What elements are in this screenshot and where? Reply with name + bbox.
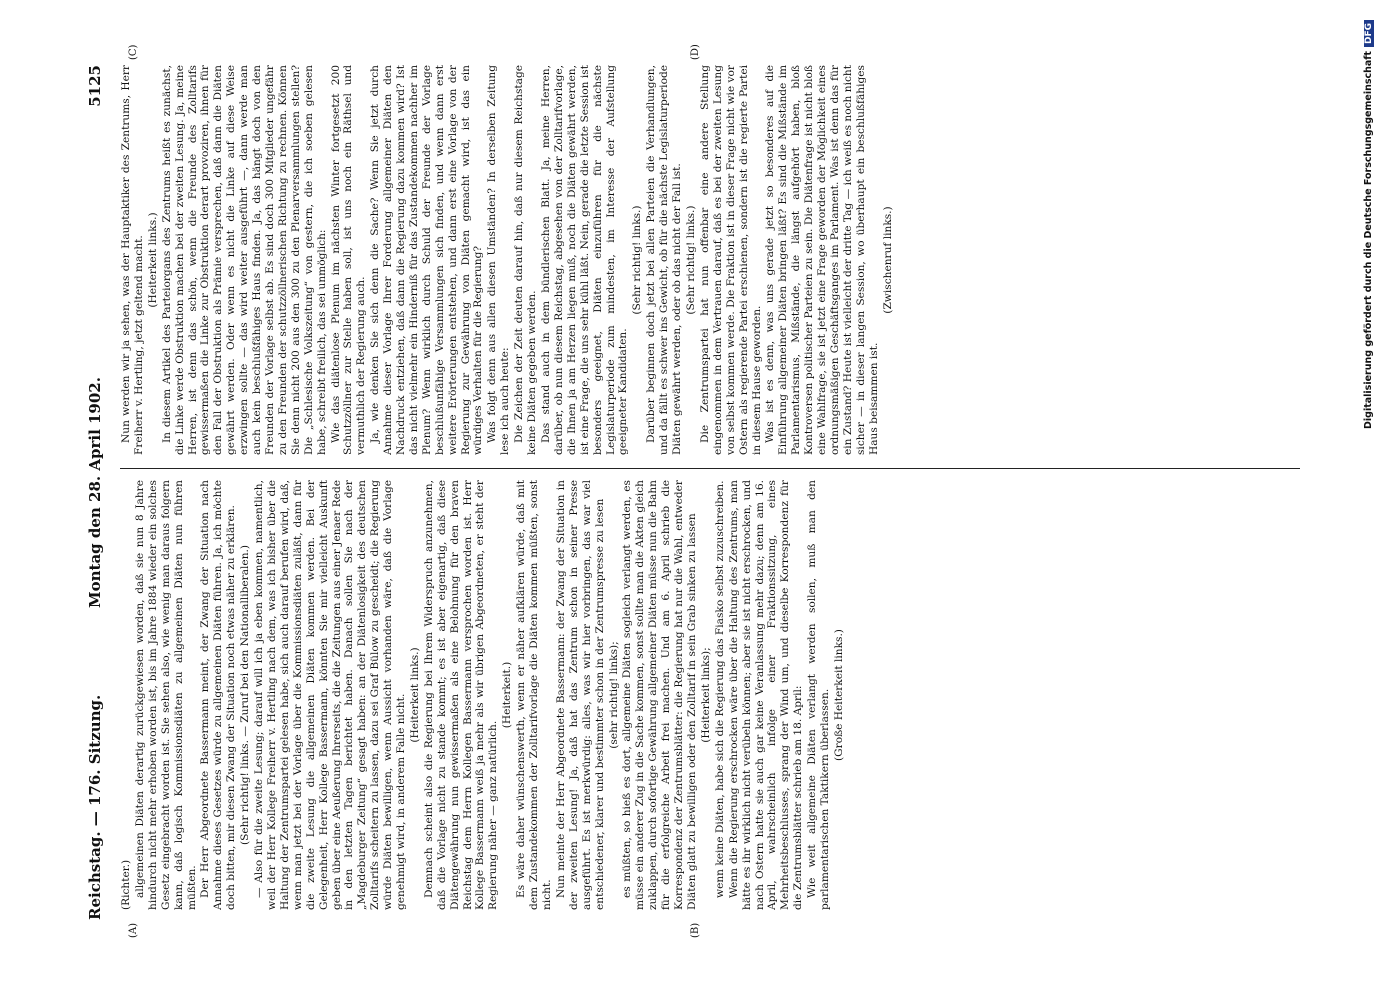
funding-note: Digitalisierung gefördert durch die Deutsche Forschungsgemeinschaft (1363, 51, 1374, 429)
header-left: Reichstag. — 176. Sitzung. (86, 694, 104, 920)
paragraph: (sehr richtig! links); (607, 641, 620, 749)
paragraph: allgemeinen Diäten derartig zurückgewiesen worden, daß sie nun 8 Jahre hindurch nicht mehr erhoben worden ist, bis im Jahre 1884 wieder ein solches Gesetz eingebracht worden ist. Sie sehen also, wie wenig man daraus folgern kann, daß logisch Kommissionsdiäten zu allgemeinen Diäten nun führen müßten. (133, 480, 198, 910)
paragraph: Demnach scheint also die Regierung bei Ihrem Widerspruch anzunehmen, daß die Vorlage nicht zu stande kommt; es ist aber eigenartig, daß diese Diätengewährung nun gewissermaßen als eine Belohnung für den braven Reichstag dem Herrn Kollegen Bassermann versprochen worden ist. Herr Kollege Bassermann weiß ja mehr als wir übrigen Abgeordneten, er steht der Regierung näher — ganz natürlich. (422, 480, 500, 910)
paragraph: (Heiterkeit links.) (408, 647, 421, 743)
paragraph: (Sehr richtig! links. — Zuruf bei den Nationalliberalen.) (239, 544, 252, 846)
paragraph: (Heiterkeit links); (699, 647, 712, 743)
paragraph: wenn keine Diäten, habe sich die Regierung das Fiasko selbst zuzuschreiben. (713, 480, 726, 898)
left-column-text (134, 480, 846, 910)
paragraph: Was ist es denn, was uns gerade jetzt so besonderes auf die Einführung allgemeiner Diäten bringen läßt? Es sind die Mißstände im Parlamentarismus, Mißstände, die längst aufgehört haben, bloß Kontroversen politischer Parteien zu sein. Die Diätenfrage ist nicht bloß eine Wahlfrage, sie ist jetzt eine Frage geworden der Möglichkeit eines ordnungsmäßigen Geschäftsganges im Parlament. Was ist denn das für ein Zustand? Heute ist vielleicht der dritte Tag — ich weiß es noch nicht sicher — in dieser langen Session, wo überhaupt ein beschlußfähiges Haus beisammen ist. (764, 65, 880, 455)
paragraph: Was folgt denn aus allen diesen Umständen? In derselben Zeitung lese ich auch heute: (486, 65, 512, 455)
paragraph: Die Zentrumspartei hat nun offenbar eine andere Stellung eingenommen in dem Vertrauen darauf, daß es bei der zweiten Lesung von selbst kommen werde. Die Fraktion ist in dieser Frage nicht wie vor Ostern als regierende Partei erschienen, sondern ist die regierte Partei in diesem Hause geworden. (698, 65, 763, 455)
dfg-logo: DFG (1364, 20, 1374, 47)
paragraph: Darüber beginnen doch jetzt bei allen Parteien die Verhandlungen, und da fällt es schwer ins Gewicht, ob für die nächste Legislaturperiode Diäten gewährt werden, oder ob das nicht der Fall ist. (645, 65, 684, 455)
paragraph: Wie das diätenlose Plenum im nächsten Winter fortgesetzt 200 Schutzzöllner zur Stelle haben soll, ist uns noch ein Räthsel und vermuthlich der Regierung auch. (329, 65, 368, 455)
margin-marker-d: (D) (690, 44, 701, 60)
digitization-note (1363, 20, 1381, 800)
paragraph: Nun meinte der Herr Abgeordnete Bassermann: der Zwang der Situation in der zweiten Lesung! Ja, daß hat das Zentrum schon in seiner Presse ausgeführt. Es ist merkwürdig: alles, was wir hier vorbringen, das war viel entschiedener, klarer und bestimmter schon in der Zentrumspresse zu lesen (554, 480, 606, 910)
paragraph: Es wäre daher wünschenswerth, wenn er näher aufklären würde, daß mit dem Zustandekommen der Zolltarifvorlage die Diäten kommen müßten, sonst nicht. (515, 480, 553, 910)
margin-marker-a: (A) (128, 922, 139, 938)
paragraph: Ja, wie denken Sie sich denn die Sache? Wenn Sie jetzt durch Annahme dieser Vorlage Ihrer Forderung allgemeiner Diäten den Nachdruck entziehen, daß dann die Regierung dazu kommen wird? Ist das nicht vielmehr ein Hinderniß für das Zustandekommen nachher im Plenum? Wenn wirklich durch Schuld der Freunde der Vorlage beschlußunfähige Versammlungen sich finden, und wenn dann erst weitere Erörterungen entstehen, und dann erst eine Vorlage von der Regierung zur Gewährung von Diäten gemacht wird, ist das ein würdiges Verhalten für die Regierung? (369, 65, 485, 455)
page-header (84, 65, 112, 920)
paragraph: (Sehr richtig! links.) (684, 205, 697, 315)
paragraph: Wenn die Regierung erschrocken wäre über die Haltung des Zentrums, man hätte es ihr wirklich nicht verübeln können; aber sie ist nicht erschrocken, und nach Ostern hatte sie auch gar keine Veranlassung mehr dazu; denn am 16. April, wahrscheinlich infolge einer Fraktionssitzung, eines Mehrheitsbeschlusses, sprang der Wind um, und dieselbe Korrespondenz für die Zentrumsblätter schrieb am 18. April: (727, 480, 805, 910)
paragraph: Wie weit allgemeine Diäten verlangt werden sollen, muß man den parlamentarischen Taktikern überlassen. (806, 480, 832, 910)
paragraph: (Große Heiterkeit links.) (832, 629, 845, 761)
column-divider (120, 468, 1300, 469)
margin-marker-c: (C) (128, 44, 139, 60)
paragraph: — Also für die zweite Lesung; darauf will ich ja eben kommen, namentlich, weil der Herr Kollege Freiherr v. Hertling nach dem, was ich bisher über die Haltung der Zentrumspartei gelesen habe, sich auch darauf berufen wird, daß, wenn man jetzt bei der Vorlage über die Kommissionsdiäten zuläßt, dann für die zweite Lesung die allgemeinen Diäten kommen werden. Bei der Gelegenheit, Herr Kollege Bassermann, könnten Sie mir vielleicht Auskunft geben über eine Aeußerung Ihrerseits, die die Zeitungen aus einer Jenaer Rede in den letzten Tagen berichtet haben. Danach sollen Sie nach der „Magdeburger Zeitung“ gesagt haben: an der Diätenlosigkeit des deutschen Zolltarifs scheitern zu lassen, dazu sei Graf Bülow zu gescheidt; die Regierung würde Diäten bewilligen, wenn Aussicht vorhanden wäre, daß die Vorlage genehmigt wird, in anderem Falle nicht. (253, 480, 408, 910)
paragraph: Der Herr Abgeordnete Bassermann meint, der Zwang der Situation nach Annahme dieses Gesetzes würde zu allgemeinen Diäten führen. Ja, ich möchte doch bitten, mir diesen Zwang der Situation noch etwas näher zu erklären. (199, 480, 238, 910)
page-number: 5125 (86, 65, 104, 107)
paragraph: Die Zeichen der Zeit deuten darauf hin, daß nur diesem Reichstage keine Diäten gegeben werden. (513, 65, 539, 455)
paragraph: (Heiterkeit.) (501, 661, 514, 729)
paragraph: (Sehr richtig! links.) (631, 205, 644, 315)
paragraph: Das stand auch in dem bündlerischen Blatt. Ja, meine Herren, darüber, ob nun diesem Reichstag, abgesehen von der Zolltarifvorlage, die Ihnen ja am Herzen liegen muß, noch die Diäten gewährt werden, ist eine Frage, die uns sehr kühl läßt. Nein, gerade die letzte Session ist besonders geeignet, Diäten einzuführen für die nächste Legislaturperiode zum mindesten, im Interesse der Aufstellung geeigneter Kandidaten. (540, 65, 630, 455)
header-date: Montag den 28. April 1902. (86, 377, 104, 608)
paragraph: (Heiterkeit links.) (146, 212, 159, 308)
right-column-text (120, 65, 894, 455)
paragraph: Nun werden wir ja sehen, was der Hauptaktiker des Zentrums, Herr Freiherr v. Hertling, jetzt geltend macht. (120, 65, 145, 455)
margin-marker-b: (B) (690, 922, 701, 938)
right-column (120, 65, 1300, 455)
paragraph: In diesem Artikel des Parteiorgans des Zentrums heißt es zunächst, die Linke werde Obstruktion machen bei der zweiten Lesung. Ja, meine Herren, ist denn das schön, wenn die Freunde des Zolltarifs gewissermaßen die Linke zur Obstruktion derart provoziren, ihnen für den Fall der Obstruktion als Prämie versprechen, daß dann die Diäten gewährt werden. Oder wenn es nicht die Linke auf diese Weise erzwingen sollte — das wird weiter ausgeführt —, dann werde man auch kein beschlußfähiges Haus finden. Ja, das hängt doch von den Freunden der Vorlage selbst ab. Es sind doch 300 Mitglieder ungefähr zu den Freunden der schutzzöllnerischen Richtung zu rechnen. Können Sie denn nicht 200 aus den 300 zu den Plenarversammlungen stellen? Die „Schlesische Volkszeitung“ von gestern, die ich soeben gelesen habe, schreibt freilich, das sei unmöglich: (160, 65, 328, 455)
speaker-name: (Richter.) (120, 859, 132, 910)
paragraph: (Zwischenruf links.) (881, 206, 894, 314)
paragraph: es müßten, so hieß es dort, allgemeine Diäten sogleich verlangt werden, es müsse ein anderer Zug in die Sache kommen, sonst sollte man die Akten gleich zuklappen, durch sofortige Gewährung allgemeiner Diäten müsse nun die Bahn für die erfolgreiche Arbeit frei machen. Und am 6. April schrieb die Korrespondenz der Zentrumsblätter: die Regierung hat nur die Wahl, entweder Diäten glatt zu bewilligen oder den Zolltarif in sein Grab sinken zu lassen (621, 480, 698, 910)
left-column (120, 480, 1300, 910)
